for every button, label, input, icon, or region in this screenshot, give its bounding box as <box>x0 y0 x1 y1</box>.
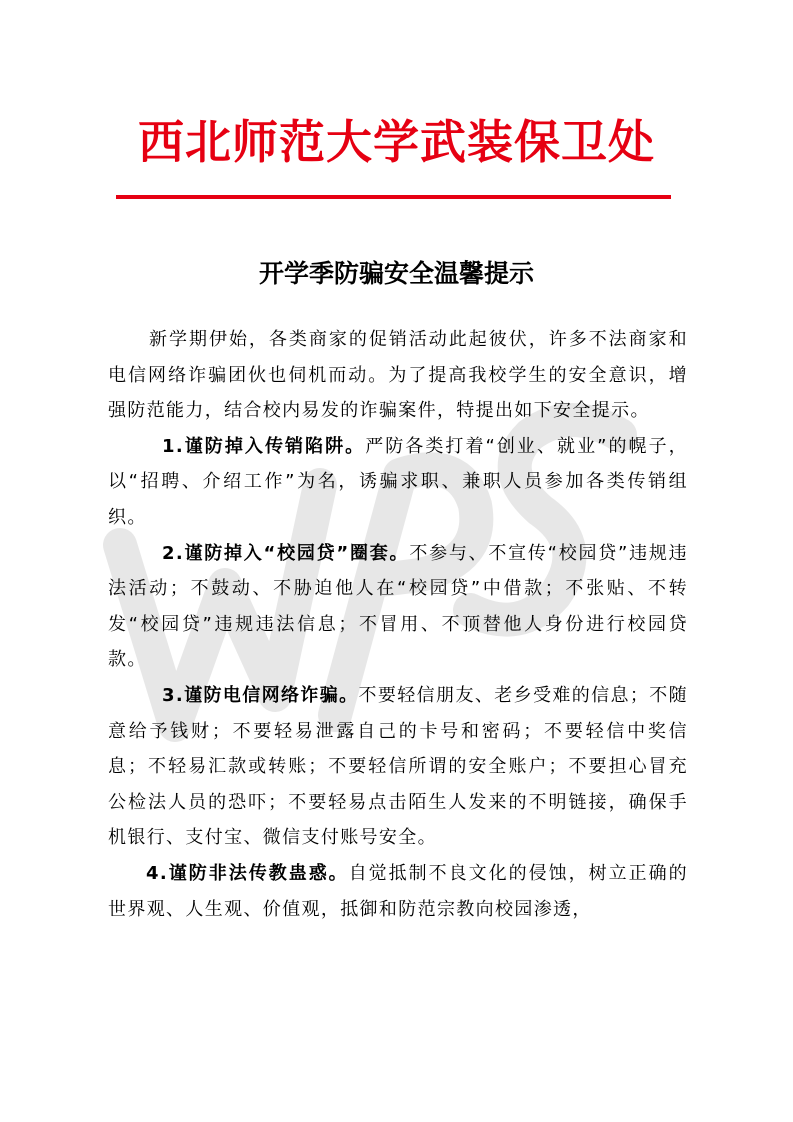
document-body <box>108 322 688 927</box>
item-heading-2: 2.谨防掉入“校园贷”圈套。 <box>162 542 410 564</box>
item-text-4: 自觉抵制不良文化的侵蚀，树立正确的世界观、人生观、价值观，抵御和防范宗教向校园渗透， <box>108 862 688 920</box>
letterhead-red-rule <box>116 195 671 199</box>
item-text-1: 严防各类打着“创业、就业”的幌子，以“招聘、介绍工作”为名，诱骗求职、兼职人员参加各类传销组织。 <box>108 435 688 528</box>
item-heading-1: 1.谨防掉入传销陷阱。 <box>162 435 366 457</box>
item-heading-4: 4.谨防非法传教蛊惑。 <box>146 862 349 884</box>
item-paragraph-4 <box>108 856 688 927</box>
item-text-2: 不参与、不宣传“校园贷”违规违法活动；不鼓动、不胁迫他人在“校园贷”中借款；不张贴、不转发“校园贷”违规违法信息；不冒用、不顶替他人身份进行校园贷款。 <box>108 542 689 671</box>
item-text-3: 不要轻信朋友、老乡受难的信息；不随意给予钱财；不要轻易泄露自己的卡号和密码；不要轻信中奖信息；不轻易汇款或转账；不要轻信所谓的安全账户；不要担心冒充公检法人员的恐吓；不要轻易点击陌生人发来的不明链接，确保手机银行、支付宝、微信支付账号安全。 <box>108 684 688 849</box>
item-paragraph-3 <box>108 678 688 856</box>
item-heading-3: 3.谨防电信网络诈骗。 <box>162 684 359 706</box>
letterhead-title: 西北师范大学武装保卫处 <box>138 115 655 169</box>
document-title: 开学季防骗安全温馨提示 <box>258 259 534 288</box>
intro-paragraph: 新学期伊始，各类商家的促销活动此起彼伏，许多不法商家和电信网络诈骗团伙也伺机而动。为了提高我校学生的安全意识，增强防范能力，结合校内易发的诈骗案件，特提出如下安全提示。 <box>108 329 688 422</box>
item-paragraph-2 <box>108 536 688 678</box>
item-paragraph-1 <box>108 429 688 536</box>
